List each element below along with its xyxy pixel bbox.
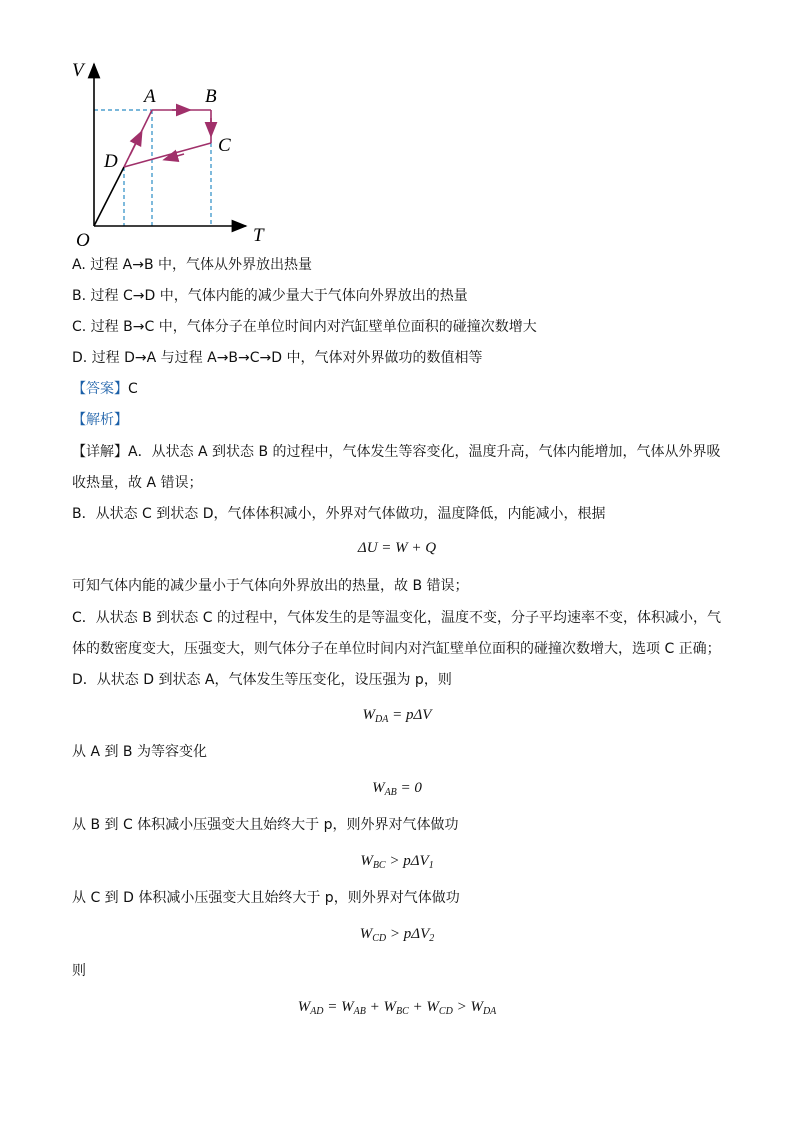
detail-line-8: 从 A 到 B 为等容变化 <box>72 744 207 760</box>
detail-line-6: 体的数密度变大，压强变大，则气体分子在单位时间内对汽缸壁单位面积的碰撞次数增大，选项 C 正确； <box>72 641 721 657</box>
process-arrows <box>130 110 211 158</box>
detail-line-9: 从 B 到 C 体积减小压强变大且始终大于 p，则外界对气体做功 <box>72 817 459 833</box>
equation-4: $W_{BC} > p\Delta V_1$ <box>360 853 434 871</box>
option-d <box>72 348 483 368</box>
option-b <box>72 286 468 306</box>
detail-label: 【详解】 <box>72 444 128 460</box>
option-text: 过程 D→A 与过程 A→B→C→D 中，气体对外界做功的数值相等 <box>91 350 483 366</box>
option-text: 过程 C→D 中，气体内能的减少量大于气体向外界放出的热量 <box>90 288 468 304</box>
axis-v-label: V <box>72 60 84 81</box>
option-a <box>72 255 312 275</box>
point-b-label: B <box>205 86 217 107</box>
detail-line-10: 从 C 到 D 体积减小压强变大且始终大于 p，则外界对气体做功 <box>72 890 460 906</box>
option-text: 过程 A→B 中，气体从外界放出热量 <box>90 257 313 273</box>
detail-text: A．从状态 A 到状态 B 的过程中，气体发生等容变化，温度升高，气体内能增加，气体从外界吸 <box>128 444 721 460</box>
equation-2: $W_{DA} = p\Delta V$ <box>362 707 432 725</box>
analysis-label: 【解析】 <box>72 412 128 428</box>
process-paths <box>124 110 211 167</box>
point-d-label: D <box>104 151 118 172</box>
analysis-line <box>72 410 128 430</box>
equation-1: ΔU = W + Q <box>357 540 437 556</box>
answer-value: C <box>128 381 138 397</box>
answer-label: 【答案】 <box>72 381 128 397</box>
detail-line-5: C．从状态 B 到状态 C 的过程中，气体发生的是等温变化，温度不变，分子平均速率不变，体积减小，气 <box>72 610 721 626</box>
option-letter: C. <box>72 319 91 335</box>
detail-line-4: 可知气体内能的减少量小于气体向外界放出的热量，故 B 错误； <box>72 578 469 594</box>
option-letter: A. <box>72 257 91 273</box>
option-text: 过程 B→C 中，气体分子在单位时间内对汽缸壁单位面积的碰撞次数增大 <box>90 319 537 335</box>
detail-line-11: 则 <box>72 963 86 979</box>
option-c <box>72 317 537 337</box>
point-a-label: A <box>144 86 156 107</box>
option-letter: D. <box>72 350 92 366</box>
vt-diagram <box>66 56 286 256</box>
equation-5: $W_{CD} > p\Delta V_2$ <box>359 926 435 944</box>
detail-line-1 <box>72 442 721 462</box>
option-letter: B. <box>72 288 91 304</box>
equation-3: $W_{AB} = 0$ <box>372 780 422 798</box>
answer-line <box>72 379 138 399</box>
point-c-label: C <box>218 135 231 156</box>
detail-line-2: 收热量，故 A 错误； <box>72 475 203 491</box>
axis-t-label: T <box>253 225 264 246</box>
origin-label: O <box>76 230 90 251</box>
detail-line-3: B．从状态 C 到状态 D，气体体积减小，外界对气体做功，温度降低，内能减小，根据 <box>72 506 606 522</box>
equation-6: $W_{AD} = W_{AB} + W_{BC} + W_{CD} > W_{DA}$ <box>297 999 497 1017</box>
origin-d-line <box>94 167 124 226</box>
detail-line-7: D．从状态 D 到状态 A，气体发生等压变化，设压强为 p，则 <box>72 672 452 688</box>
